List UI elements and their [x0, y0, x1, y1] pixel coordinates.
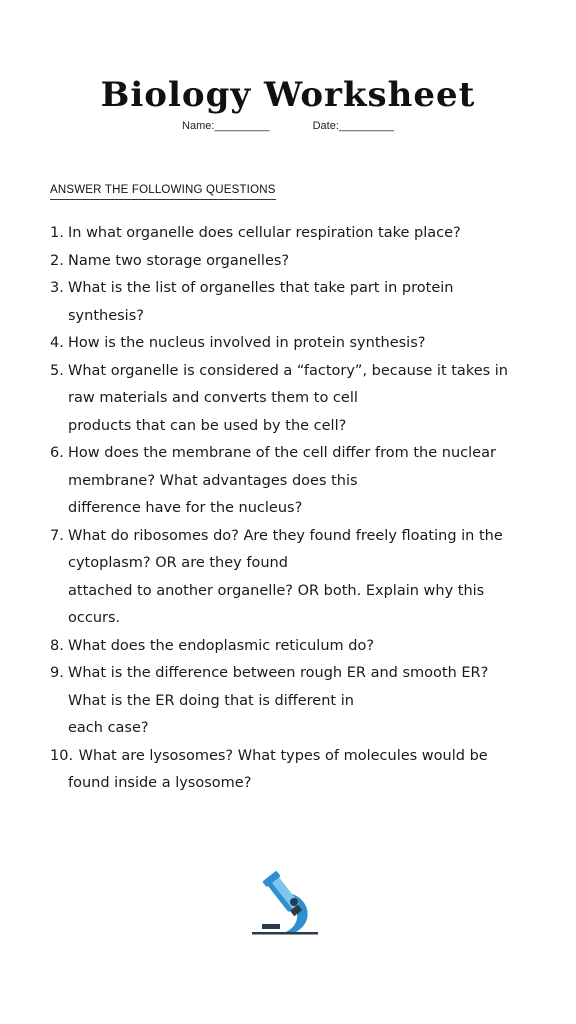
question-text: [68, 440, 530, 523]
question-number: 10.: [50, 747, 74, 764]
question-line: What organelle is considered a “factory”, because it takes in: [68, 362, 508, 379]
question-item: [50, 660, 530, 743]
question-text: [68, 275, 530, 330]
question-text: [68, 220, 530, 248]
question-line: What are lysosomes? What types of molecules would be: [74, 747, 488, 764]
question-line: products that can be used by the cell?: [68, 417, 347, 434]
question-line: What is the list of organelles that take part in protein: [68, 280, 454, 296]
question-item: [50, 440, 530, 523]
question-text: [68, 523, 530, 633]
question-line: difference have for the nucleus?: [68, 500, 303, 516]
question-number: 1.: [50, 225, 64, 241]
header-fields: [0, 120, 576, 132]
question-text: [68, 743, 530, 798]
question-number: 7.: [50, 527, 64, 544]
date-field: Date:_________: [312, 120, 394, 132]
section-heading: ANSWER THE FOLLOWING QUESTIONS: [50, 184, 276, 200]
question-line: raw materials and converts them to cell: [68, 390, 358, 406]
question-line: attached to another organelle? OR both. Explain why this: [68, 582, 485, 599]
question-number: 4.: [50, 335, 64, 351]
question-item: [50, 633, 530, 661]
question-number: 6.: [50, 445, 64, 461]
question-line: What does the endoplasmic reticulum do?: [68, 637, 375, 654]
question-line: synthesis?: [68, 307, 144, 324]
question-item: [50, 523, 530, 633]
question-line: How is the nucleus involved in protein synthesis?: [68, 335, 426, 351]
question-line: How does the membrane of the cell differ from the nuclear: [68, 445, 496, 461]
question-line: occurs.: [68, 610, 121, 626]
question-line: each case?: [68, 720, 149, 736]
question-item: [50, 220, 530, 248]
question-text: [68, 660, 530, 743]
question-line: found inside a lysosome?: [68, 775, 252, 791]
question-item: [50, 275, 530, 330]
page-title: Biology Worksheet: [100, 74, 476, 115]
question-item: [50, 358, 530, 441]
question-item: [50, 248, 530, 276]
question-list: [50, 220, 530, 798]
question-line: cytoplasm? OR are they found: [68, 555, 288, 571]
microscope-icon: [248, 866, 324, 938]
question-line: Name two storage organelles?: [68, 252, 290, 269]
question-line: In what organelle does cellular respiration take place?: [68, 225, 461, 241]
name-field: Name:_________: [182, 120, 270, 132]
question-number: 2.: [50, 252, 64, 269]
question-item: [50, 330, 530, 358]
question-line: What is the difference between rough ER and smooth ER?: [68, 665, 489, 681]
question-number: 5.: [50, 362, 64, 379]
question-number: 9.: [50, 665, 64, 681]
question-text: [68, 358, 530, 441]
question-number: 8.: [50, 637, 64, 654]
question-item: [50, 743, 530, 798]
question-line: membrane? What advantages does this: [68, 472, 358, 489]
question-line: What is the ER doing that is different in: [68, 692, 354, 709]
question-text: [68, 633, 530, 661]
question-number: 3.: [50, 280, 64, 296]
question-line: What do ribosomes do? Are they found freely floating in the: [68, 527, 503, 544]
question-text: [68, 248, 530, 276]
question-text: [68, 330, 530, 358]
